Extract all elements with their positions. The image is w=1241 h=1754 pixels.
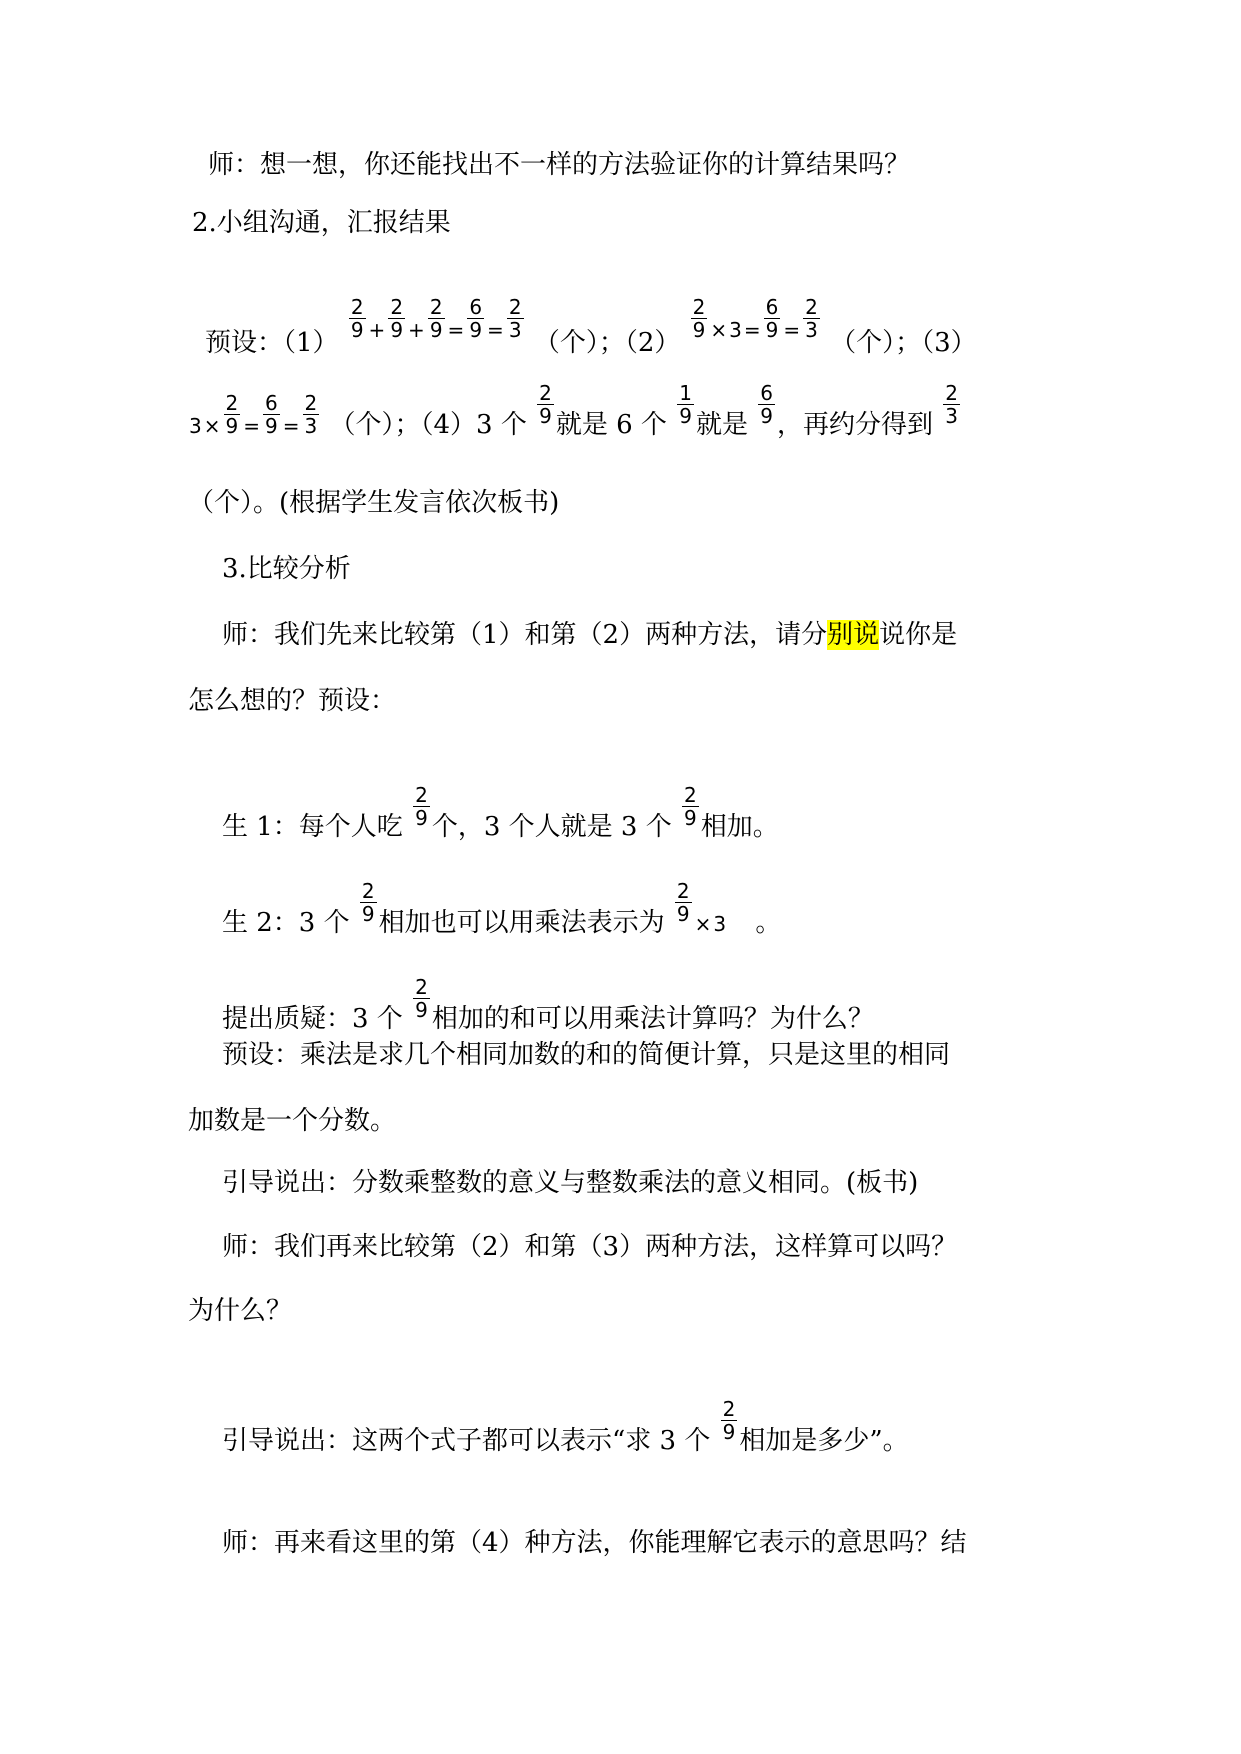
paragraph-board-note: （个）。(根据学生发言依次板书) [188, 488, 560, 518]
paragraph-student-1: 生 1：每个人吃 $\frac{2}{9}$ 个，3 个人就是 3 个 $\frac{2}{9}$ 相加。 [222, 783, 779, 842]
fraction: $\frac{2}{3}$ [508, 295, 522, 342]
fraction: $\frac{2}{9}$ [361, 879, 375, 926]
heading-group-report: 2.小组沟通，汇报结果 [192, 208, 451, 238]
paragraph-preset-answer: 预设：乘法是求几个相同加数的和的简便计算，只是这里的相同 [222, 1040, 951, 1070]
paragraph-preset-answer-cont: 加数是一个分数。 [188, 1106, 397, 1136]
fraction: $\frac{6}{9}$ [760, 381, 773, 428]
fraction: $\frac{2}{3}$ [945, 381, 958, 428]
paragraph-teacher-question: 师：想一想，你还能找出不一样的方法验证你的计算结果吗？ [208, 150, 911, 180]
paragraph-guide-meaning: 引导说出：分数乘整数的意义与整数乘法的意义相同。(板书) [222, 1168, 919, 1198]
fraction: $\frac{1}{9}$ [679, 381, 692, 428]
fraction: $\frac{2}{9}$ [350, 295, 364, 342]
paragraph-why: 为什么？ [188, 1296, 293, 1326]
paragraph-student-2: 生 2：3 个 $\frac{2}{9}$ 相加也可以用乘法表示为 $\frac{2}{9}$ × 3 。 [222, 879, 782, 938]
fraction: $\frac{6}{9}$ [469, 295, 483, 342]
fraction: $\frac{2}{9}$ [539, 381, 552, 428]
paragraph-guide-expression: 引导说出：这两个式子都可以表示“求 3 个 $\frac{2}{9}$ 相加是多少”。 [222, 1397, 909, 1456]
paragraph-preset-methods: 预设：（1） $\frac{2}{9}$ + $\frac{2}{9}$ + $\frac{2}{9}$ = $\frac{6}{9}$ = $\frac{2}{3}$ （个）；（2） $\frac{2}{9}$ × 3 = $\frac{6}{9}$ = $\frac{2}{3}$ （个）；（3） [205, 295, 977, 358]
fraction: $\frac{2}{3}$ [805, 295, 818, 342]
fraction: $\frac{2}{9}$ [722, 1397, 736, 1444]
multiply-by-three: × 3 [694, 912, 727, 936]
paragraph-method-3-4: 3 × $\frac{2}{9}$ = $\frac{6}{9}$ = $\frac{2}{3}$ （个）；（4）3 个 $\frac{2}{9}$ 就是 6 个 $\frac{1}{9}$ 就是 $\frac{6}{9}$ ，再约分得到 $\frac{2}{3}$ [189, 381, 958, 440]
fraction: $\frac{2}{9}$ [683, 783, 697, 830]
paragraph-preset-line: 怎么想的？预设： [188, 686, 397, 716]
paragraph-compare-1-2: 师：我们先来比较第（1）和第（2）两种方法，请分别说说你是 [222, 620, 958, 650]
fraction: $\frac{6}{9}$ [765, 295, 779, 342]
fraction: $\frac{2}{9}$ [692, 295, 706, 342]
paragraph-compare-2-3: 师：我们再来比较第（2）和第（3）两种方法，这样算可以吗？ [222, 1232, 958, 1262]
highlighted-text: 别说 [827, 620, 880, 650]
fraction: $\frac{2}{3}$ [304, 391, 318, 438]
fraction: $\frac{6}{9}$ [265, 391, 278, 438]
equation-method-3: 3 × $\frac{2}{9}$ = $\frac{6}{9}$ = $\frac{2}{3}$ [189, 391, 318, 438]
paragraph-method-4: 师：再来看这里的第（4）种方法，你能理解它表示的意思吗？结 [222, 1528, 967, 1558]
fraction: $\frac{2}{9}$ [415, 783, 428, 830]
equation-method-2: $\frac{2}{9}$ × 3 = $\frac{6}{9}$ = $\frac{2}{3}$ [692, 295, 818, 342]
fraction: $\frac{2}{9}$ [429, 295, 443, 342]
fraction: $\frac{2}{9}$ [225, 391, 239, 438]
fraction: $\frac{2}{9}$ [676, 879, 690, 926]
paragraph-question: 提出质疑：3 个 $\frac{2}{9}$ 相加的和可以用乘法计算吗？为什么？ [222, 975, 874, 1034]
fraction: $\frac{2}{9}$ [415, 975, 428, 1022]
equation-method-1: $\frac{2}{9}$ + $\frac{2}{9}$ + $\frac{2}{9}$ = $\frac{6}{9}$ = $\frac{2}{3}$ [350, 295, 522, 342]
heading-compare-analysis: 3.比较分析 [222, 554, 351, 584]
fraction: $\frac{2}{9}$ [390, 295, 404, 342]
